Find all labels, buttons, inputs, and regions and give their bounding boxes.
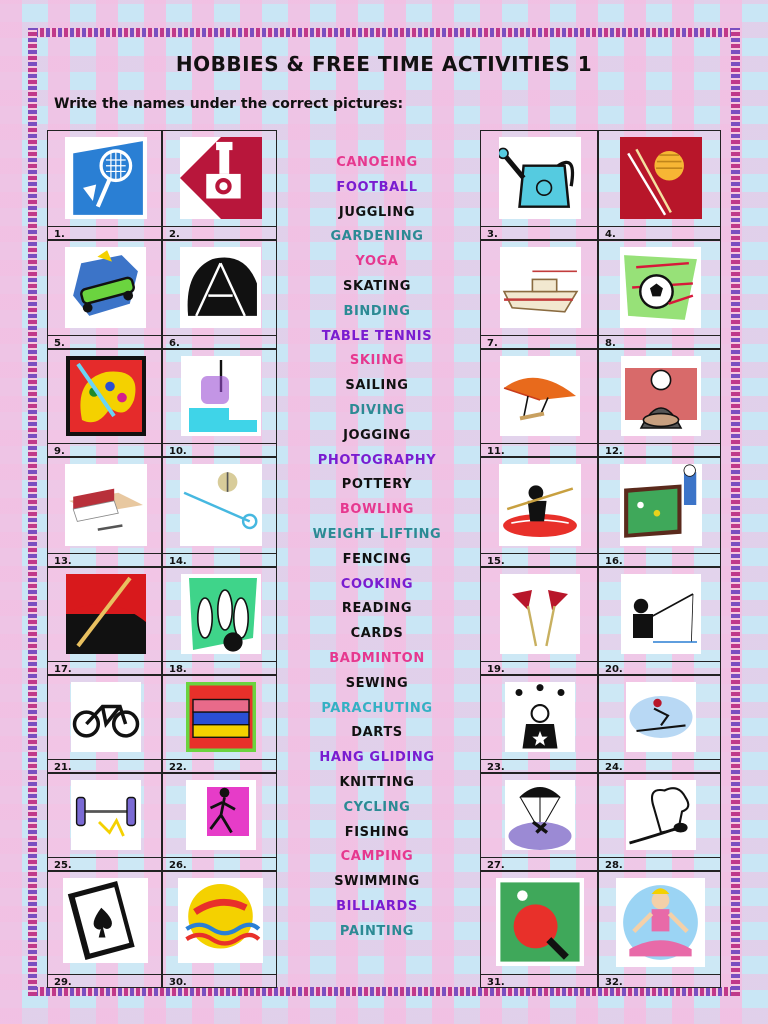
word-16: WEIGHT LIFTING — [312, 527, 442, 542]
table-tennis-icon — [496, 878, 584, 966]
picture-number: 16. — [605, 556, 623, 567]
answer-line[interactable] — [599, 759, 720, 760]
answer-line[interactable] — [481, 759, 597, 760]
picture-cell-9 — [47, 349, 162, 457]
picture-number: 20. — [605, 664, 623, 675]
answer-line[interactable] — [481, 335, 597, 336]
picture-number: 23. — [487, 762, 505, 773]
answer-line[interactable] — [599, 553, 720, 554]
answer-line[interactable] — [481, 443, 597, 444]
canoeing-icon — [499, 464, 581, 546]
knitting-icon — [620, 137, 702, 219]
word-1: CANOEING — [336, 155, 418, 170]
answer-line[interactable] — [481, 857, 597, 858]
word-12: JOGGING — [343, 427, 411, 443]
picture-number: 18. — [169, 664, 187, 675]
football-icon — [620, 247, 701, 328]
answer-line[interactable] — [48, 857, 161, 858]
word-8: TABLE TENNIS — [321, 328, 433, 344]
word-32: PAINTING — [339, 923, 415, 939]
answer-line[interactable] — [48, 974, 161, 975]
picture-cell-23 — [480, 675, 598, 773]
word-13: PHOTOGRAPHY — [317, 452, 437, 468]
answer-line[interactable] — [163, 226, 276, 227]
picture-number: 5. — [54, 338, 65, 349]
answer-line[interactable] — [481, 974, 597, 975]
fishing-icon — [621, 574, 701, 654]
word-11: DIVING — [349, 403, 405, 418]
picture-cell-31 — [480, 871, 598, 988]
picture-cell-19 — [480, 567, 598, 675]
cycling-bicycle-icon — [71, 682, 141, 752]
picture-cell-3 — [480, 130, 598, 240]
picture-cell-13 — [47, 457, 162, 567]
picture-number: 24. — [605, 762, 623, 773]
word-28: FISHING — [344, 824, 410, 840]
answer-line[interactable] — [599, 661, 720, 662]
picture-cell-16 — [598, 457, 721, 567]
picture-number: 30. — [169, 977, 187, 988]
picture-cell-32 — [598, 871, 721, 988]
answer-line[interactable] — [48, 335, 161, 336]
answer-line[interactable] — [481, 226, 597, 227]
decorative-border-right — [731, 28, 740, 996]
fencing-icon — [180, 464, 262, 546]
word-22: SEWING — [345, 675, 409, 691]
picture-number: 31. — [487, 977, 505, 988]
answer-line[interactable] — [599, 443, 720, 444]
photography-icon — [180, 137, 262, 219]
swimming-icon — [178, 878, 263, 963]
word-17: FENCING — [342, 551, 412, 567]
answer-line[interactable] — [48, 661, 161, 662]
picture-cell-5 — [47, 240, 162, 349]
answer-line[interactable] — [163, 759, 276, 760]
answer-line[interactable] — [163, 443, 276, 444]
diving-snorkel-icon — [181, 356, 261, 436]
darts-icon — [500, 574, 580, 654]
answer-line[interactable] — [599, 857, 720, 858]
answer-line[interactable] — [48, 226, 161, 227]
word-30: SWIMMING — [334, 874, 420, 890]
decorative-border-left — [28, 28, 37, 996]
answer-line[interactable] — [599, 974, 720, 975]
skating-skateboard-icon — [65, 247, 146, 328]
picture-cell-30 — [162, 871, 277, 988]
answer-line[interactable] — [481, 661, 597, 662]
picture-number: 19. — [487, 664, 505, 675]
picture-number: 25. — [54, 860, 72, 871]
word-19: READING — [341, 601, 413, 617]
picture-cell-26 — [162, 773, 277, 871]
picture-number: 15. — [487, 556, 505, 567]
picture-number: 3. — [487, 229, 498, 240]
picture-number: 27. — [487, 860, 505, 871]
weight-lifting-icon — [71, 780, 141, 850]
skiing-icon — [626, 682, 696, 752]
answer-line[interactable] — [163, 661, 276, 662]
picture-cell-14 — [162, 457, 277, 567]
parachuting-icon — [505, 780, 575, 850]
picture-cell-6 — [162, 240, 277, 349]
worksheet-title: HOBBIES & FREE TIME ACTIVITIES 1 — [175, 52, 593, 76]
answer-line[interactable] — [163, 857, 276, 858]
binding-book-icon — [65, 464, 147, 546]
word-21: BADMINTON — [329, 651, 425, 666]
picture-cell-21 — [47, 675, 162, 773]
painting-palette-icon — [66, 356, 146, 436]
juggling-icon — [505, 682, 575, 752]
pottery-icon — [621, 356, 701, 436]
word-10: SAILING — [345, 378, 409, 394]
answer-line[interactable] — [599, 226, 720, 227]
word-20: CARDS — [350, 626, 404, 642]
decorative-border-bottom — [28, 987, 740, 996]
picture-number: 29. — [54, 977, 72, 988]
word-2: FOOTBALL — [336, 179, 418, 195]
picture-cell-15 — [480, 457, 598, 567]
word-list — [277, 130, 477, 988]
word-31: BILLIARDS — [336, 899, 418, 914]
picture-number: 1. — [54, 229, 65, 240]
word-7: BINDING — [343, 303, 411, 319]
cooking-icon — [626, 780, 696, 850]
picture-cell-11 — [480, 349, 598, 457]
picture-cell-22 — [162, 675, 277, 773]
word-25: HANG GLIDING — [319, 750, 435, 766]
bowling-icon — [181, 574, 261, 654]
worksheet-instructions: Write the names under the correct pictures: — [54, 96, 404, 112]
picture-number: 26. — [169, 860, 187, 871]
picture-number: 8. — [605, 338, 616, 349]
cards-ace-icon — [63, 878, 148, 963]
decorative-border-top — [28, 28, 740, 37]
picture-cell-25 — [47, 773, 162, 871]
picture-cell-7 — [480, 240, 598, 349]
picture-number: 13. — [54, 556, 72, 567]
hang-gliding-icon — [500, 356, 580, 436]
answer-line[interactable] — [48, 553, 161, 554]
badminton-icon — [65, 137, 147, 219]
picture-cell-1 — [47, 130, 162, 240]
picture-number: 14. — [169, 556, 187, 567]
answer-line[interactable] — [163, 974, 276, 975]
word-15: BOWLING — [339, 502, 415, 518]
picture-cell-8 — [598, 240, 721, 349]
word-18: COOKING — [340, 576, 414, 592]
picture-number: 17. — [54, 664, 72, 675]
picture-cell-4 — [598, 130, 721, 240]
answer-line[interactable] — [48, 443, 161, 444]
jogging-icon — [186, 780, 256, 850]
picture-cell-12 — [598, 349, 721, 457]
answer-line[interactable] — [481, 553, 597, 554]
yoga-icon — [616, 878, 705, 967]
picture-cell-2 — [162, 130, 277, 240]
sailing-boat-icon — [500, 247, 581, 328]
word-4: GARDENING — [330, 229, 424, 245]
billiards-icon — [620, 464, 702, 546]
picture-number: 10. — [169, 446, 187, 457]
word-27: CYCLING — [343, 799, 411, 815]
picture-cell-17 — [47, 567, 162, 675]
answer-line[interactable] — [163, 553, 276, 554]
camping-tent-icon — [180, 247, 261, 328]
word-6: SKATING — [343, 279, 411, 294]
picture-cell-24 — [598, 675, 721, 773]
picture-number: 4. — [605, 229, 616, 240]
picture-number: 32. — [605, 977, 623, 988]
picture-number: 2. — [169, 229, 180, 240]
picture-cell-27 — [480, 773, 598, 871]
word-26: KNITTING — [339, 775, 415, 790]
picture-number: 11. — [487, 446, 505, 457]
gardening-watering-can-icon — [499, 137, 581, 219]
word-9: SKIING — [349, 353, 405, 369]
picture-number: 7. — [487, 338, 498, 349]
sewing-needle-icon — [66, 574, 146, 654]
reading-books-icon — [186, 682, 256, 752]
word-23: PARACHUTING — [321, 700, 433, 716]
picture-number: 12. — [605, 446, 623, 457]
word-14: POTTERY — [341, 477, 413, 493]
word-3: JUGGLING — [338, 204, 416, 220]
picture-cell-10 — [162, 349, 277, 457]
picture-number: 28. — [605, 860, 623, 871]
answer-line[interactable] — [599, 335, 720, 336]
picture-number: 6. — [169, 338, 180, 349]
picture-cell-18 — [162, 567, 277, 675]
answer-line[interactable] — [48, 759, 161, 760]
picture-number: 22. — [169, 762, 187, 773]
answer-line[interactable] — [163, 335, 276, 336]
word-5: YOGA — [355, 254, 399, 270]
word-24: DARTS — [351, 725, 403, 741]
picture-cell-20 — [598, 567, 721, 675]
picture-cell-28 — [598, 773, 721, 871]
picture-number: 21. — [54, 762, 72, 773]
picture-number: 9. — [54, 446, 65, 457]
picture-cell-29 — [47, 871, 162, 988]
word-29: CAMPING — [340, 849, 414, 865]
